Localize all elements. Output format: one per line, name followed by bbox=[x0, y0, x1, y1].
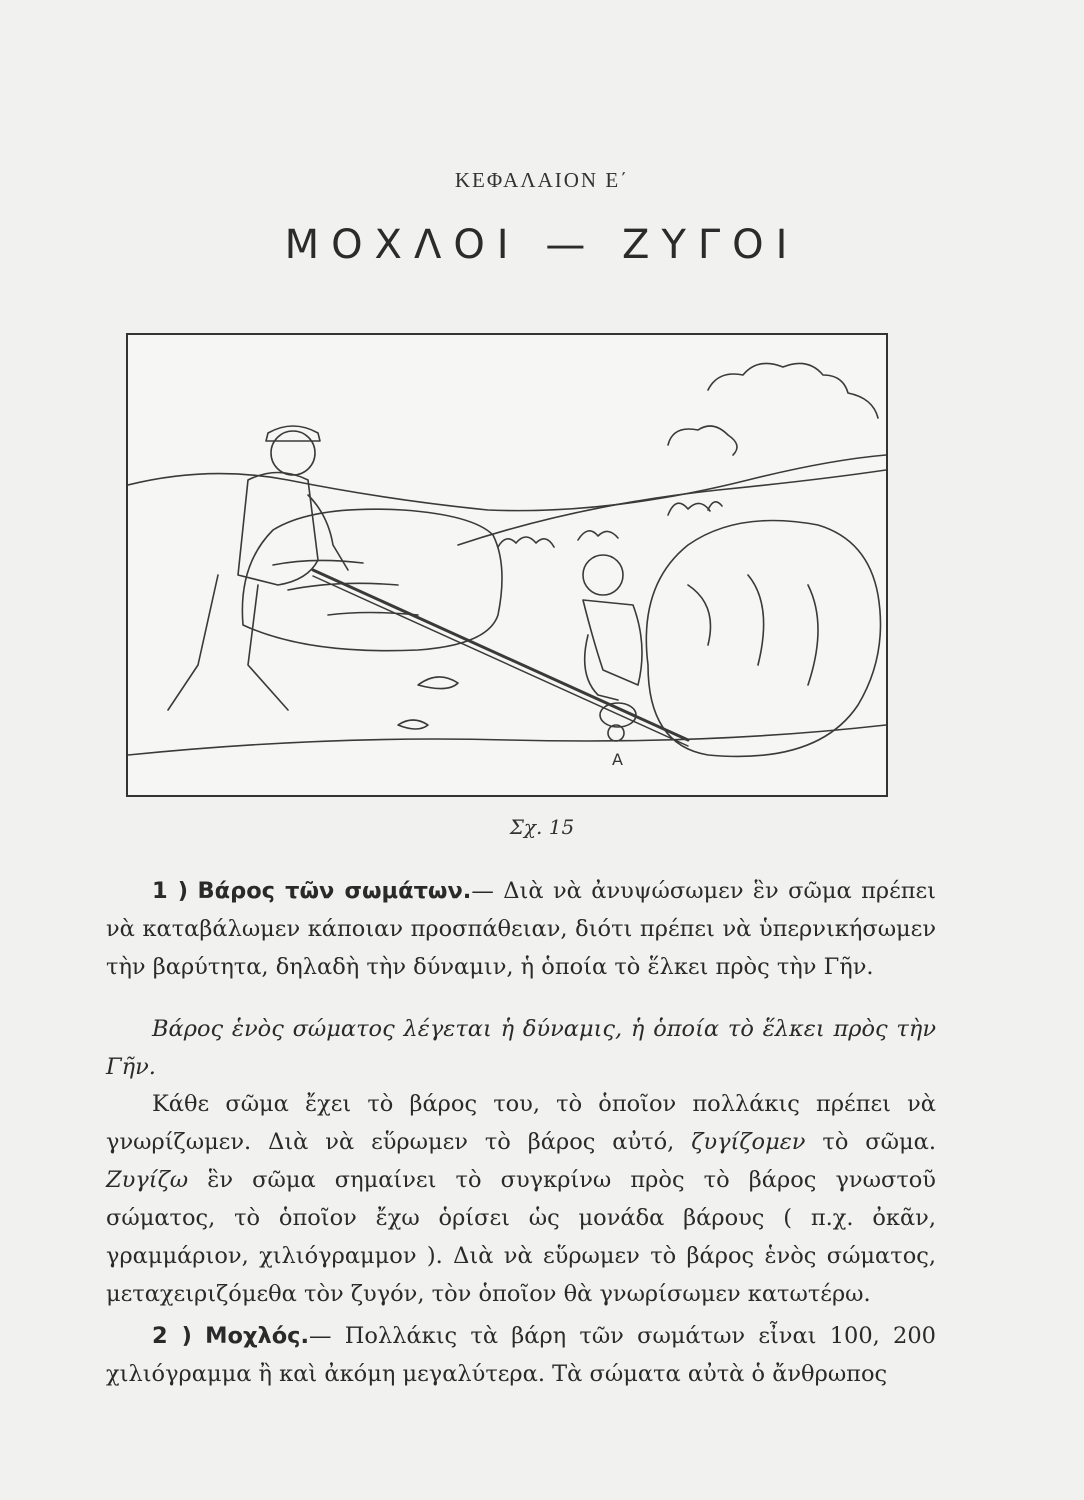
weight-definition bbox=[106, 1010, 936, 1086]
figure-caption: Σχ. 15 bbox=[509, 815, 575, 839]
lever-drawing bbox=[128, 335, 886, 795]
section-1-dash: — bbox=[471, 878, 494, 904]
cloud-shape bbox=[668, 426, 737, 455]
large-rock-left bbox=[242, 509, 502, 651]
weighing-text-c: ἓν σῶμα σημαίνει τὸ συγκρίνω πρὸς τὸ βάρος γνωστοῦ σώματος, τὸ ὁποῖον ἔχω ὁρίσει ὡς μονάδα βάρους ( π.χ. ὀκᾶν, γραμμάριον, χιλιόγραμμον ). Διὰ νὰ εὕρωμεν τὸ βάρος ἑνὸς σώματος, μεταχειριζόμεθα τὸν ζυγόν, τὸν ὁποῖον θὰ γνωρίσωμεν κατωτέρω. bbox=[106, 1167, 936, 1307]
fulcrum-label: Α bbox=[612, 750, 623, 769]
weighing-term: ζυγίζομεν bbox=[691, 1129, 806, 1155]
weighing-text-b: τὸ σῶμα. bbox=[805, 1129, 936, 1155]
section-2-heading: Μοχλός. bbox=[205, 1323, 310, 1349]
section-2-paragraph bbox=[106, 1317, 936, 1393]
cloud-shape bbox=[708, 363, 878, 418]
section-1-paragraph bbox=[106, 872, 936, 986]
section-1-number: 1 ) bbox=[152, 878, 189, 904]
section-1-text: Διὰ νὰ ἀνυψώσωμεν ἓν σῶμα πρέπει νὰ καταβάλωμεν κάποιαν προσπάθειαν, διότι πρέπει νὰ ὑπερνικήσωμεν τὴν βαρύτητα, δηλαδὴ τὴν δύναμιν, ἡ ὁποία τὸ ἕλκει πρὸς τὴν Γῆν. bbox=[106, 878, 937, 980]
weighing-paragraph bbox=[106, 1085, 936, 1313]
weighing-text-a: Κάθε σῶμα ἔχει τὸ βάρος του, τὸ ὁποῖον πολλάκις πρέπει νὰ γνωρίζωμεν. Διὰ νὰ εὕρωμεν τὸ βάρος αὐτό, bbox=[106, 1091, 936, 1155]
weigh-term: Ζυγίζω bbox=[106, 1167, 189, 1193]
section-2-dash: — bbox=[309, 1323, 332, 1349]
section-1-heading: Βάρος τῶν σωμάτων. bbox=[197, 878, 472, 904]
chapter-title: ΜΟΧΛΟΙ — ΖΥΓΟΙ bbox=[284, 222, 800, 268]
lever-illustration bbox=[126, 333, 888, 797]
chapter-label: ΚΕΦΑΛΑΙΟΝ Ε΄ bbox=[454, 168, 630, 192]
section-2-number: 2 ) bbox=[152, 1323, 192, 1349]
weight-definition-text: Βάρος ἑνὸς σώματος λέγεται ἡ δύναμις, ἡ ὁποία τὸ ἕλκει πρὸς τὴν Γῆν. bbox=[106, 1016, 936, 1080]
section-2-text: Πολλάκις τὰ βάρη τῶν σωμάτων εἶναι 100, 200 χιλιόγραμμα ἢ καὶ ἀκόμη μεγαλύτερα. Τὰ σώματα αὐτὰ ὁ ἄνθρωπος bbox=[106, 1323, 936, 1387]
